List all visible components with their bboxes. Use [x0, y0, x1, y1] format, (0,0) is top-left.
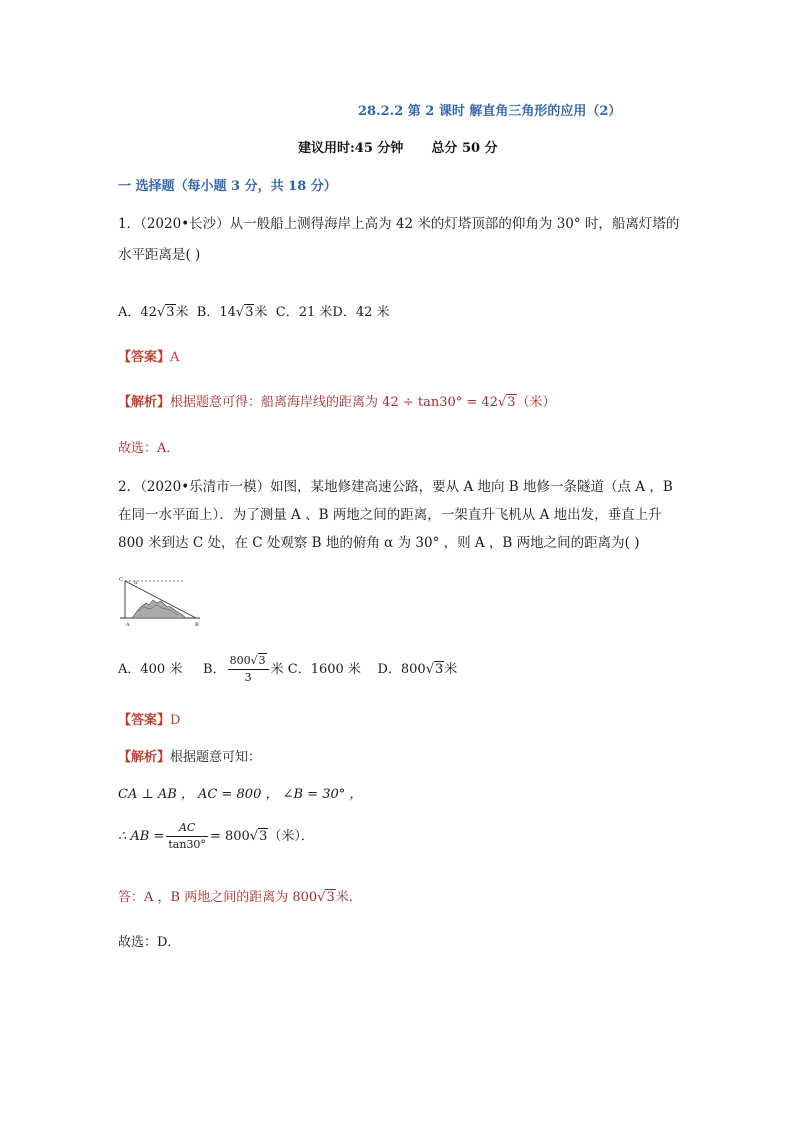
- q2-line3: 800 米到达 C 处，在 C 处观察 B 地的俯角 α 为 30° ，则 A ，B 两地之间的距离为( ): [118, 535, 640, 551]
- page-title: 28.2.2 第 2 课时 解直角三角形的应用（2）: [358, 104, 622, 119]
- q1-option-c: C．21 米: [275, 305, 333, 320]
- q2-options: [118, 653, 457, 686]
- suggested-time: 建议用时:45 分钟: [298, 141, 404, 156]
- section-heading: 一 选择题（每小题 3 分，共 18 分）: [118, 179, 337, 194]
- label-b: B: [195, 622, 199, 628]
- time-and-score: [298, 137, 498, 156]
- label-c: C: [119, 577, 123, 583]
- q2-line2: 在同一水平面上）．为了测量 A 、B 两地之间的距离，一架直升飞机从 A 地出发，垂直上升: [118, 507, 662, 523]
- q1-line1: 1．（2020•长沙）从一般船上测得海岸上高为 42 米的灯塔顶部的仰角为 30° 时，船离灯塔的: [118, 216, 680, 232]
- q1-line2: 水平距离是( ): [118, 247, 201, 263]
- q1-options: [118, 301, 390, 320]
- q2-conclusion: 故选：D．: [118, 935, 181, 950]
- q1-answer: 【答案】A: [118, 350, 180, 365]
- q1-option-d: D．42 米: [332, 305, 390, 320]
- label-a: A: [126, 622, 130, 628]
- label-alpha: α: [134, 580, 138, 586]
- q1-analysis: 【解析】根据题意可得：船离海岸线的距离为 42 ÷ tan30° = 42√3（米）: [118, 395, 556, 410]
- q2-step2: ∴ AB = $\frac{AC}{\tan 30^\circ}$ = 800√3（米）．: [118, 821, 314, 851]
- q2-analysis: 【解析】根据题意可知：: [118, 750, 262, 765]
- q2-step1: CA ⊥ AB ， AC = 800 ， ∠B = 30° ，: [118, 787, 363, 802]
- q2-option-b: B． $\frac{800√3}{3}$ 米: [203, 654, 284, 684]
- tunnel-figure: [118, 576, 208, 628]
- q2-option-a: A．400 米: [118, 662, 183, 677]
- q2-answer: 【答案】D: [118, 713, 181, 728]
- q2-reply: 答：A ，B 两地之间的距离为 800√3米．: [118, 890, 362, 905]
- total-score: 总分 50 分: [431, 141, 498, 156]
- q2-option-c: C．1600 米: [287, 662, 361, 677]
- q2-option-d: D．800√3米: [377, 662, 458, 677]
- q1-option-a: A．42√3米: [118, 305, 189, 320]
- q1-option-b: B．14√3米: [196, 305, 268, 320]
- q1-conclusion: 故选：A．: [118, 441, 180, 456]
- q2-line1: 2．（2020•乐清市一模）如图，某地修建高速公路，要从 A 地向 B 地修一条隧道（点 A ，B: [118, 479, 673, 495]
